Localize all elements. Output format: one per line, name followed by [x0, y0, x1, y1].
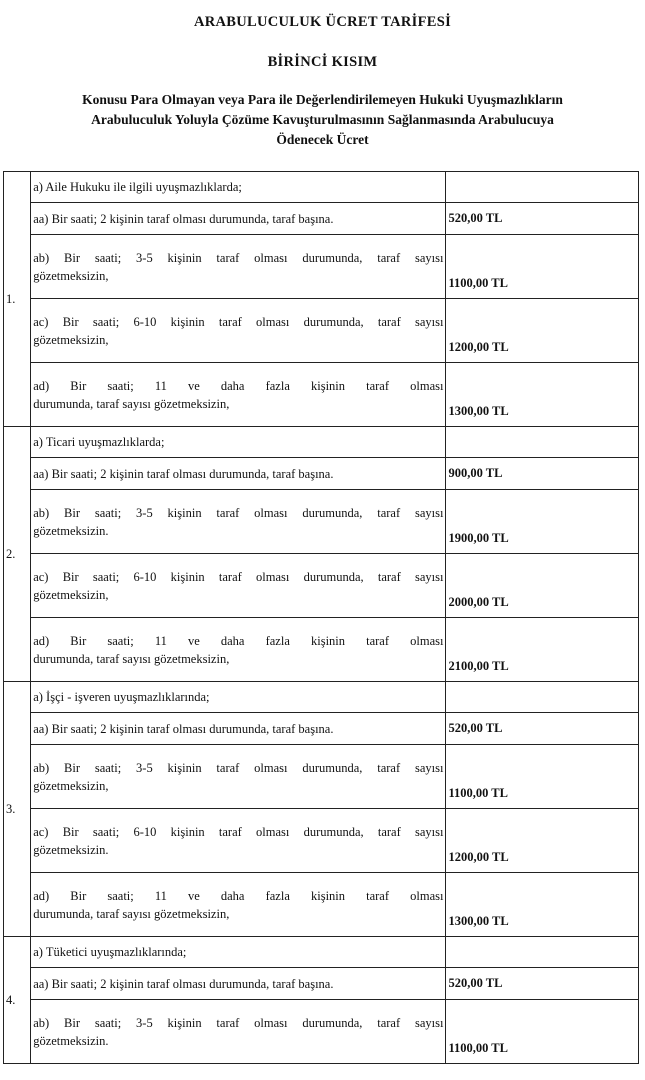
tariff-price: 2000,00 TL: [446, 554, 639, 618]
tariff-description: [31, 809, 446, 873]
description-line: ad) Bir saati; 11 ve daha fazla kişinin taraf olması: [33, 633, 444, 648]
description-line: ab) Bir saati; 3-5 kişinin taraf olması durumunda, taraf sayısı: [33, 505, 444, 520]
tariff-description: [31, 363, 446, 427]
subtitle-line: Arabuluculuk Yoluyla Çözüme Kavuşturulmasının Sağlanmasında Arabulucuya: [91, 112, 554, 127]
description-line: ac) Bir saati; 6-10 kişinin taraf olması durumunda, taraf sayısı: [33, 569, 444, 584]
tariff-row: [4, 873, 639, 937]
description-line: durumunda, taraf sayısı gözetmeksizin,: [33, 651, 230, 666]
description-line: durumunda, taraf sayısı gözetmeksizin,: [33, 396, 230, 411]
category-label: a) Aile Hukuku ile ilgili uyuşmazlıklarda;: [31, 172, 446, 203]
tariff-row: [4, 1000, 639, 1064]
description-line: aa) Bir saati; 2 kişinin taraf olması durumunda, taraf başına.: [33, 976, 334, 991]
tariff-description: [31, 745, 446, 809]
tariff-price: 1100,00 TL: [446, 235, 639, 299]
tariff-description: [31, 235, 446, 299]
description-line: aa) Bir saati; 2 kişinin taraf olması durumunda, taraf başına.: [33, 721, 334, 736]
category-row: [4, 937, 639, 968]
tariff-row: [4, 554, 639, 618]
part-heading: BİRİNCİ KISIM: [267, 54, 378, 70]
tariff-row: [4, 490, 639, 554]
tariff-row: [4, 235, 639, 299]
tariff-description: [31, 203, 446, 235]
category-row: [4, 172, 639, 203]
section-number: 1.: [4, 172, 31, 427]
tariff-description: [31, 713, 446, 745]
tariff-price: 1100,00 TL: [446, 1000, 639, 1064]
description-line: ac) Bir saati; 6-10 kişinin taraf olması durumunda, taraf sayısı: [33, 824, 444, 839]
tariff-row: [4, 713, 639, 745]
tariff-row: [4, 618, 639, 682]
description-line: gözetmeksizin,: [33, 332, 109, 347]
tariff-description: [31, 554, 446, 618]
description-line: gözetmeksizin.: [33, 842, 109, 857]
description-line: aa) Bir saati; 2 kişinin taraf olması durumunda, taraf başına.: [33, 211, 334, 226]
tariff-row: [4, 809, 639, 873]
tariff-price: 1300,00 TL: [446, 363, 639, 427]
tariff-price: 900,00 TL: [446, 458, 639, 490]
tariff-description: [31, 968, 446, 1000]
tariff-row: [4, 745, 639, 809]
description-line: ad) Bir saati; 11 ve daha fazla kişinin taraf olması: [33, 888, 444, 903]
tariff-description: [31, 299, 446, 363]
tariff-description: [31, 490, 446, 554]
description-line: ab) Bir saati; 3-5 kişinin taraf olması durumunda, taraf sayısı: [33, 250, 444, 265]
description-line: ab) Bir saati; 3-5 kişinin taraf olması durumunda, taraf sayısı: [33, 1015, 444, 1030]
category-label: a) Ticari uyuşmazlıklarda;: [31, 427, 446, 458]
tariff-row: [4, 203, 639, 235]
section-number: 2.: [4, 427, 31, 682]
tariff-row: [4, 968, 639, 1000]
tariff-table: [3, 171, 639, 1064]
category-row: [4, 427, 639, 458]
section-number: 3.: [4, 682, 31, 937]
description-line: gözetmeksizin.: [33, 523, 109, 538]
subtitle-line: Konusu Para Olmayan veya Para ile Değerlendirilemeyen Hukuki Uyuşmazlıkların: [82, 92, 563, 107]
description-line: aa) Bir saati; 2 kişinin taraf olması durumunda, taraf başına.: [33, 466, 334, 481]
description-line: ab) Bir saati; 3-5 kişinin taraf olması durumunda, taraf sayısı: [33, 760, 444, 775]
description-line: gözetmeksizin,: [33, 268, 109, 283]
tariff-description: [31, 1000, 446, 1064]
tariff-price: 1300,00 TL: [446, 873, 639, 937]
tariff-price: 1200,00 TL: [446, 809, 639, 873]
description-line: gözetmeksizin,: [33, 587, 109, 602]
tariff-price: 2100,00 TL: [446, 618, 639, 682]
tariff-description: [31, 618, 446, 682]
tariff-price: 520,00 TL: [446, 968, 639, 1000]
price-cell-empty: [446, 427, 639, 458]
description-line: gözetmeksizin,: [33, 778, 109, 793]
description-line: gözetmeksizin.: [33, 1033, 109, 1048]
price-cell-empty: [446, 937, 639, 968]
tariff-description: [31, 458, 446, 490]
tariff-row: [4, 363, 639, 427]
price-cell-empty: [446, 682, 639, 713]
section-number: 4.: [4, 937, 31, 1064]
tariff-price: 1100,00 TL: [446, 745, 639, 809]
document-title: ARABULUCULUK ÜCRET TARİFESİ: [193, 14, 452, 30]
price-cell-empty: [446, 172, 639, 203]
tariff-price: 520,00 TL: [446, 203, 639, 235]
tariff-table-body: [4, 172, 639, 1064]
category-label: a) Tüketici uyuşmazlıklarında;: [31, 937, 446, 968]
category-row: [4, 682, 639, 713]
category-label: a) İşçi - işveren uyuşmazlıklarında;: [31, 682, 446, 713]
tariff-price: 520,00 TL: [446, 713, 639, 745]
tariff-price: 1200,00 TL: [446, 299, 639, 363]
document-subtitle: [20, 90, 625, 150]
tariff-row: [4, 458, 639, 490]
description-line: ac) Bir saati; 6-10 kişinin taraf olması durumunda, taraf sayısı: [33, 314, 444, 329]
description-line: ad) Bir saati; 11 ve daha fazla kişinin taraf olması: [33, 378, 444, 393]
subtitle-line: Ödenecek Ücret: [276, 132, 369, 147]
description-line: durumunda, taraf sayısı gözetmeksizin,: [33, 906, 230, 921]
tariff-price: 1900,00 TL: [446, 490, 639, 554]
tariff-description: [31, 873, 446, 937]
tariff-row: [4, 299, 639, 363]
